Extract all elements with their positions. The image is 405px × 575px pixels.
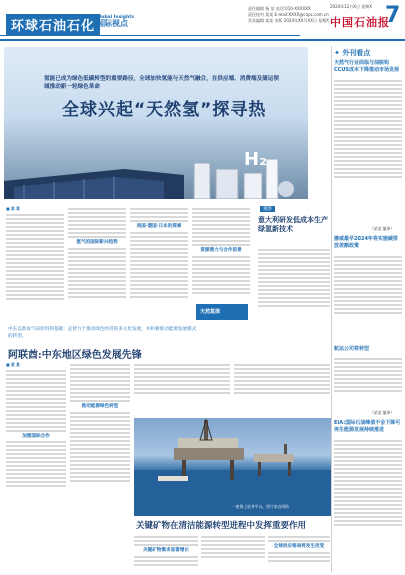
column-headline: EIA:国际石油峰值不会下降可再生能源发展持续推进 <box>334 420 401 433</box>
page-number: 7 <box>385 3 401 28</box>
article-title: 关键矿物在清洁能源转型进程中发挥重要作用 <box>136 521 307 531</box>
info-line: 责任校对 某某 E-mail:XXXX@cnpc.com.cn <box>248 12 329 17</box>
article-title: 阿联酋:中东地区绿色发展先锋 <box>8 350 142 361</box>
feature-tag: 观察 <box>260 206 275 212</box>
article-column <box>234 362 330 416</box>
column-tag <box>334 48 370 58</box>
article-column <box>268 534 330 572</box>
section-subtitle <box>96 15 134 28</box>
article-column <box>6 362 66 572</box>
credit: （某某 编译） <box>370 410 394 415</box>
info-line: 责任编辑 杨 某 电话:010-XXXXXX <box>248 6 311 11</box>
sparkle-icon: ✦ <box>334 49 340 57</box>
section-heading: 关键矿物需求显著增长 <box>143 548 189 553</box>
column-body <box>334 438 402 570</box>
section-heading: 资源潜力与合作前景 <box>200 248 242 253</box>
article-column <box>130 206 188 324</box>
column-body <box>334 254 402 344</box>
photo-caption: 一座海上钻井平台。图片来自网络 <box>232 504 289 509</box>
header-rule-thin <box>0 35 300 36</box>
info-line: 美术编辑 某某 本版 2024年XX月XX日 星期X <box>248 18 329 23</box>
hero-intro: 氢能已成为绿色低碳转型的重要路径，全球加快氢能与天然气融合，在供应端、消费端及储运领域推动新一轮绿色革命 <box>44 76 279 90</box>
section-heading: 美国·德国·日本的探索 <box>136 224 182 229</box>
byline: ■ 某 某 <box>6 206 20 211</box>
article-column <box>70 362 130 572</box>
column-divider <box>331 46 332 572</box>
section-subtitle-cn: 国际视点 <box>96 19 128 28</box>
hero-image <box>4 47 308 199</box>
section-subtitle-en: Global Insights <box>96 15 135 20</box>
header-info <box>248 6 329 24</box>
byline: ■ 某 某 <box>6 362 20 367</box>
section-heading: 全球供应格局将发生改变 <box>273 544 325 549</box>
feature-title: 意大利研发低成本生产绿氢新技术 <box>258 216 328 233</box>
article-column <box>134 534 198 572</box>
column-body <box>334 356 402 410</box>
article-column <box>201 534 265 572</box>
hydrogen-symbol: H₂ <box>244 149 267 170</box>
feature-body <box>258 247 330 309</box>
section-title: 环球石油石化 <box>6 14 100 35</box>
column-body <box>334 78 402 228</box>
column-headline: 挪威最早2024年将实施碳排放差额政策 <box>334 236 398 249</box>
column-headline: 天然气行业面临与油脱钩CCUS成本下降推动市场发展 <box>334 60 400 73</box>
callout-quote: 中东以新发气田原料则基础：走智力于推动绿色经济的多元化发展，并积极推动能源发展模式的转型。 <box>8 327 197 339</box>
newspaper-logo: 中国石油报 <box>330 16 390 29</box>
header-rule <box>0 39 405 41</box>
column-headline: 航运公司将转型 <box>334 346 370 352</box>
section-heading: 氢气的国际新兴趋势 <box>76 240 118 245</box>
column-tag-label: 外刊看点 <box>342 49 371 57</box>
article-column <box>134 362 230 416</box>
section-heading: 加强国际合作 <box>22 433 50 439</box>
credit: （某某 编译） <box>370 226 394 231</box>
banner-strip <box>196 304 248 320</box>
banner-text: 天然氢探 <box>200 309 221 315</box>
section-heading: 推动能源绿色转型 <box>81 404 119 409</box>
article-column <box>68 206 126 324</box>
article-column <box>6 206 64 324</box>
rig-illustration <box>134 418 332 516</box>
hero-title: 全球兴起“天然氢”探寻热 <box>62 100 267 120</box>
header-date: 2024年12月X日 星期X <box>330 4 373 9</box>
offshore-rig-photo <box>134 418 332 516</box>
